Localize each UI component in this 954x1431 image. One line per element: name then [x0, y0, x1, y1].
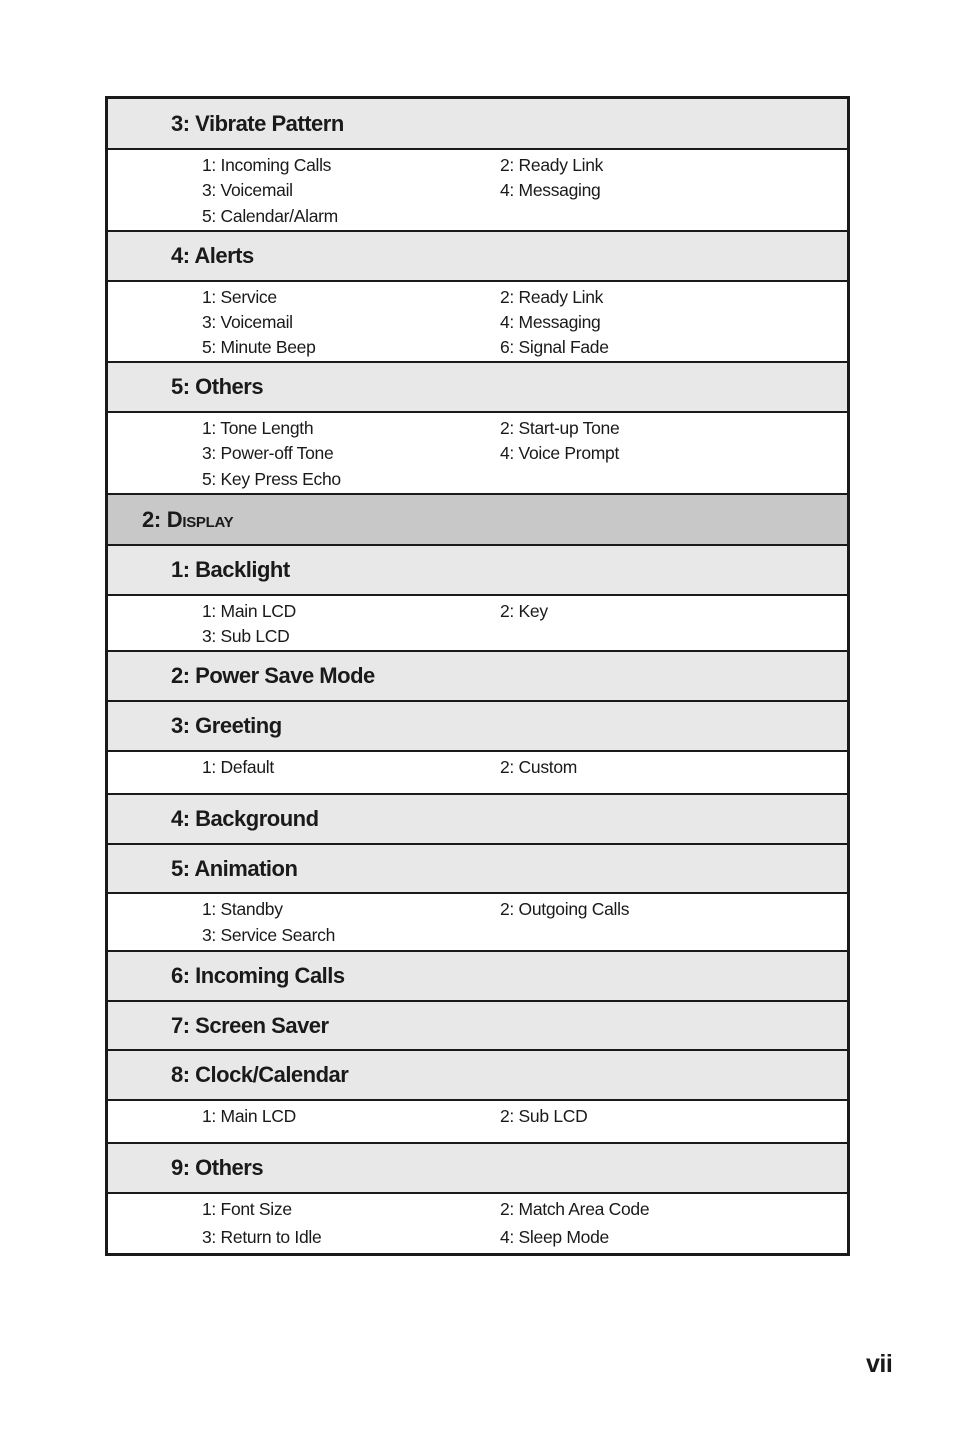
submenu-item: 3: Return to Idle [202, 1226, 322, 1247]
menu-heading [108, 1000, 847, 1049]
menu-heading-label: 5: Animation [171, 855, 298, 881]
menu-heading [108, 1142, 847, 1192]
menu-heading-label: 2: Power Save Mode [171, 663, 375, 688]
submenu-item: 4: Messaging [500, 312, 601, 332]
submenu-list [108, 280, 847, 361]
submenu-item: 4: Messaging [500, 180, 601, 201]
submenu-list [108, 750, 847, 793]
menu-heading-label: 6: Incoming Calls [171, 963, 345, 988]
submenu-item: 1: Default [202, 757, 274, 777]
submenu-item: 2: Sub LCD [500, 1106, 588, 1126]
submenu-item: 2: Outgoing Calls [500, 899, 630, 919]
menu-table [105, 96, 850, 1256]
submenu-item: 3: Voicemail [202, 180, 293, 201]
submenu-item: 1: Standby [202, 899, 283, 919]
submenu-list [108, 411, 847, 493]
menu-heading-label: 3: Greeting [171, 713, 282, 738]
menu-heading-label: 1: Backlight [171, 557, 290, 582]
menu-heading [108, 650, 847, 700]
submenu-item: 1: Font Size [202, 1199, 292, 1219]
menu-heading [108, 950, 847, 1000]
menu-heading-label: 8: Clock/Calendar [171, 1062, 349, 1087]
submenu-item: 3: Service Search [202, 925, 336, 945]
page-number: vii [866, 1350, 893, 1378]
submenu-item: 1: Service [202, 287, 277, 307]
menu-heading-label: 5: Others [171, 374, 264, 399]
submenu-item: 3: Voicemail [202, 312, 293, 332]
submenu-list [108, 1192, 847, 1253]
submenu-item: 4: Voice Prompt [500, 443, 620, 464]
submenu-item: 2: Start-up Tone [500, 418, 620, 438]
submenu-item: 5: Calendar/Alarm [202, 205, 338, 226]
submenu-list [108, 1099, 847, 1142]
menu-heading [108, 544, 847, 594]
menu-heading-label: 7: Screen Saver [171, 1012, 329, 1038]
section-heading-label: 2: Display [142, 506, 234, 532]
submenu-item: 3: Power-off Tone [202, 443, 334, 464]
submenu-item: 2: Key [500, 601, 548, 621]
submenu-list [108, 594, 847, 650]
submenu-item: 2: Ready Link [500, 287, 604, 307]
submenu-item: 5: Minute Beep [202, 337, 316, 357]
submenu-item: 1: Main LCD [202, 1106, 296, 1126]
menu-heading [108, 700, 847, 750]
submenu-item: 5: Key Press Echo [202, 468, 341, 489]
section-heading-display [108, 493, 847, 544]
submenu-item: 2: Ready Link [500, 155, 604, 175]
menu-heading [108, 361, 847, 411]
menu-heading [108, 843, 847, 892]
submenu-item: 4: Sleep Mode [500, 1226, 609, 1247]
submenu-item: 2: Match Area Code [500, 1199, 650, 1219]
menu-heading [108, 230, 847, 280]
submenu-item: 2: Custom [500, 757, 578, 777]
menu-heading-label: 4: Alerts [171, 243, 254, 268]
menu-heading [108, 793, 847, 843]
submenu-item: 6: Signal Fade [500, 337, 609, 357]
menu-heading [108, 1049, 847, 1099]
menu-heading-label: 4: Background [171, 806, 319, 831]
menu-heading [108, 99, 847, 148]
submenu-list [108, 148, 847, 230]
menu-heading-label: 3: Vibrate Pattern [171, 110, 344, 136]
submenu-item: 3: Sub LCD [202, 626, 290, 646]
submenu-item: 1: Main LCD [202, 601, 296, 621]
menu-heading-label: 9: Others [171, 1155, 264, 1180]
submenu-list [108, 892, 847, 950]
submenu-item: 1: Tone Length [202, 418, 314, 438]
submenu-item: 1: Incoming Calls [202, 155, 332, 175]
